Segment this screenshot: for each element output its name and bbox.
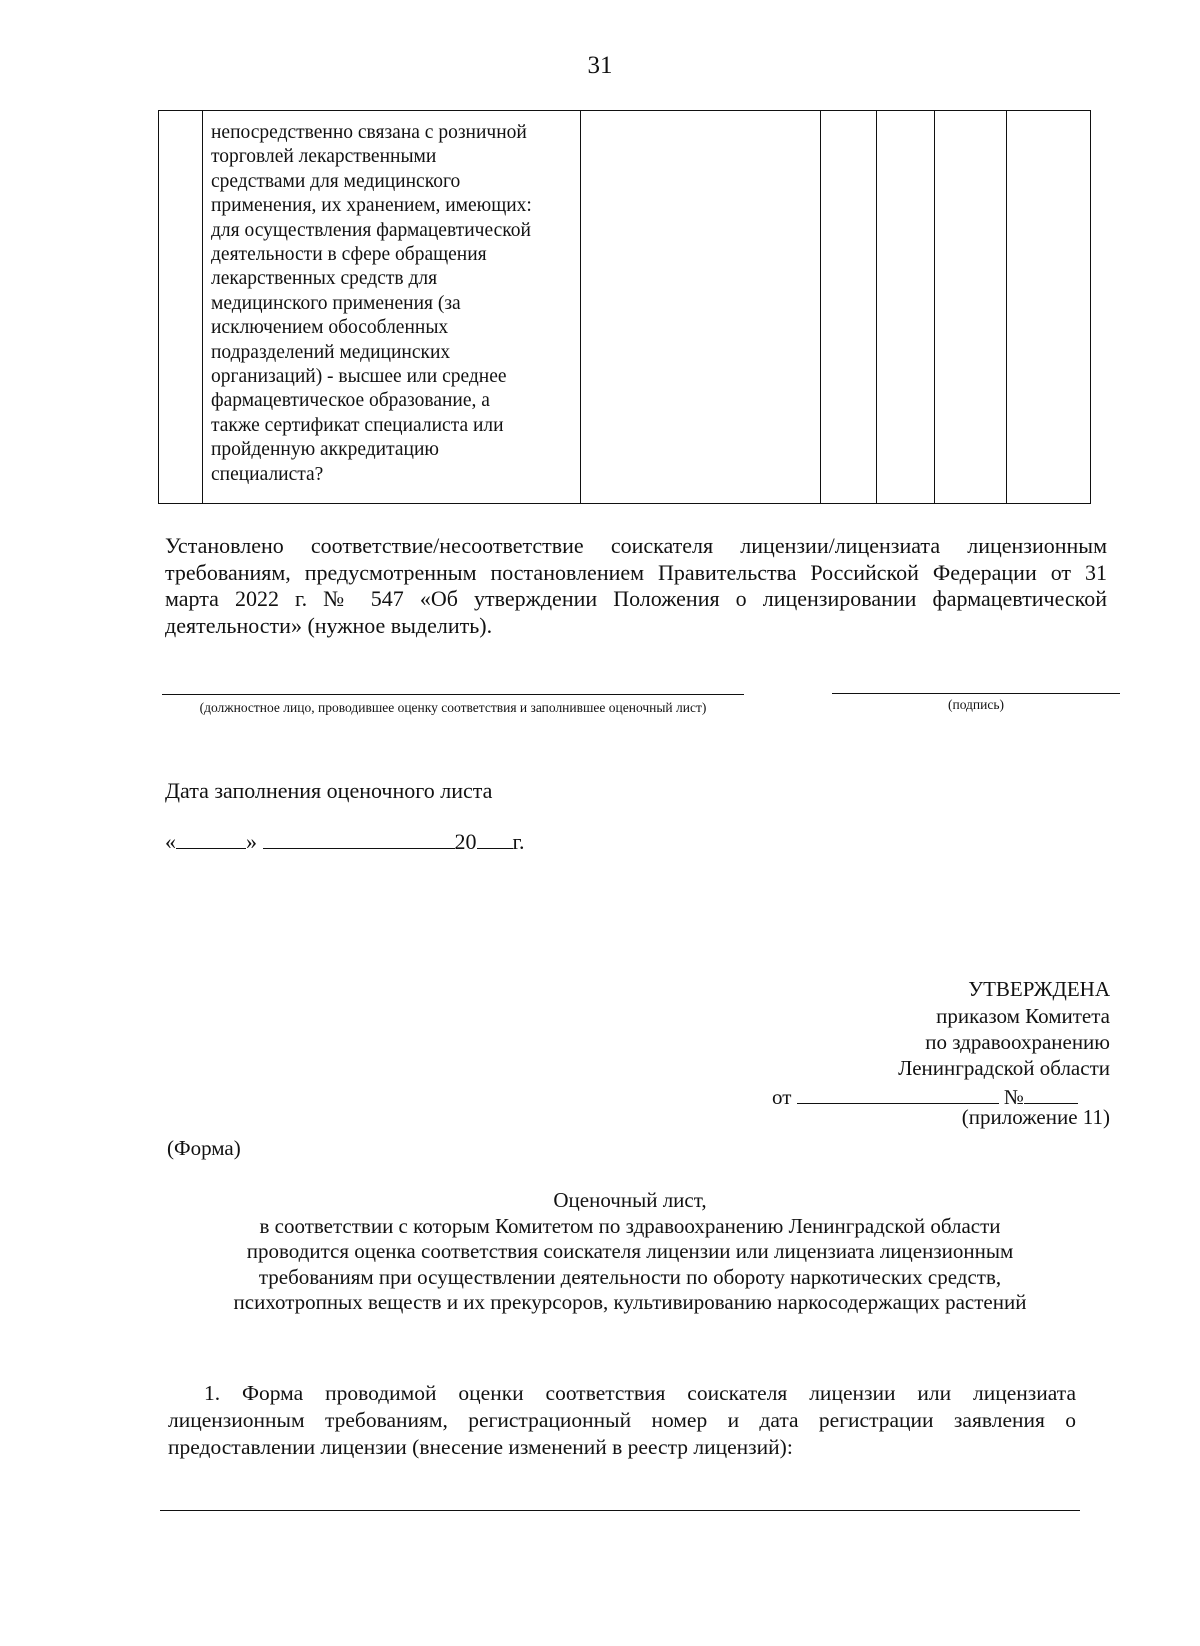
approval-line-3: Ленинградской области (898, 1056, 1110, 1080)
requirement-cell (203, 111, 581, 504)
table-row (159, 111, 1091, 504)
year-prefix: 20 (454, 829, 477, 854)
day-blank[interactable] (176, 826, 246, 849)
approval-appendix: (приложение 11) (961, 1105, 1110, 1129)
sheet-title-line-5: психотропных веществ и их прекурсоров, культивированию наркосодержащих растений (233, 1290, 1027, 1314)
form-label: (Форма) (167, 1136, 241, 1160)
month-blank[interactable] (263, 826, 455, 849)
answer-line[interactable] (160, 1510, 1080, 1511)
note-cell (1007, 111, 1091, 504)
requirement-text: непосредственно связана с розничной торговлей лекарственными средствами для медицинского применения, их хранением, имеющих: для осуществления фармацевтической деятельности в сфере обращения лекарственных средств для медицинского применения (за исключением обособленных подразделений медицинских организаций) - высшее или среднее фармацевтическое образование, а также сертификат специалиста или пройденную аккредитацию специалиста? (211, 122, 532, 485)
conclusion-paragraph: Установлено соответствие/несоответствие соискателя лицензии/лицензиата лицензионным требованиям, предусмотренным постановлением Правительства Российской Федерации от 31 марта 2022 г. № 547 «Об утверждении Положения о лицензировании фармацевтической деятельности» (нужное выделить). (165, 533, 1107, 638)
sheet-title-line-4: требованиям при осуществлении деятельности по обороту наркотических средств, (258, 1264, 1002, 1289)
official-caption: (должностное лицо, проводившее оценку соответствия и заполнившее оценочный лист) (199, 700, 707, 715)
order-number-blank[interactable] (1024, 1081, 1078, 1104)
approval-title: УТВЕРЖДЕНА (968, 977, 1110, 1001)
close-quote: » (246, 829, 257, 854)
year-blank[interactable] (477, 826, 513, 849)
signature-caption: (подпись) (947, 697, 1005, 712)
sheet-title-line-3: проводится оценка соответствия соискателя лицензии или лицензиата лицензионным (246, 1239, 1014, 1263)
from-label: от (772, 1085, 792, 1109)
date-label: Дата заполнения оценочного листа (165, 778, 493, 803)
requirements-table (158, 110, 1091, 504)
item-1-paragraph: 1. Форма проводимой оценки соответствия соискателя лицензии или лицензиата лицензионным требованиям, регистрационный номер и дата регистрации заявления о предоставлении лицензии (внесение изменений в реестр лицензий): (168, 1381, 1076, 1459)
no-cell (877, 111, 935, 504)
approval-line-2: по здравоохранению (925, 1030, 1110, 1054)
open-quote: « (165, 829, 176, 854)
page-number: 31 (587, 52, 613, 79)
legal-basis-cell (581, 111, 821, 504)
signature-line[interactable] (832, 693, 1120, 694)
na-cell (935, 111, 1007, 504)
official-signature-line[interactable] (162, 694, 744, 695)
approval-line-1: приказом Комитета (936, 1004, 1110, 1028)
number-label: № (1003, 1085, 1024, 1109)
order-date-blank[interactable] (797, 1081, 999, 1104)
number-cell (159, 111, 203, 504)
date-row (165, 826, 525, 855)
yes-cell (821, 111, 877, 504)
sheet-title (150, 1188, 1110, 1316)
year-suffix: г. (512, 829, 525, 854)
sheet-title-line-1: Оценочный лист, (553, 1188, 707, 1212)
sheet-title-line-2: в соответствии с которым Комитетом по здравоохранению Ленинградской области (259, 1213, 1001, 1238)
